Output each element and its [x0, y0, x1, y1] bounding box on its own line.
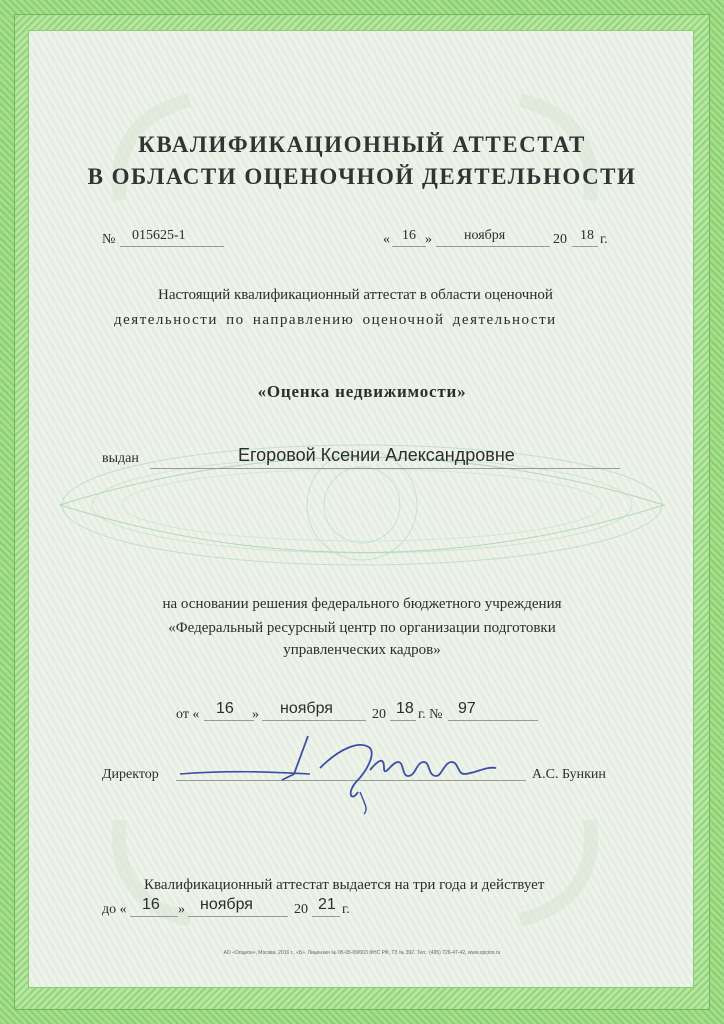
date-year-suffix: 18: [580, 228, 594, 243]
date-day-underline: [392, 246, 426, 247]
validity-day: 16: [142, 896, 160, 913]
date-year-mark: г.: [600, 232, 608, 247]
basis-line-2: «Федеральный ресурсный центр по организации подготовки: [168, 620, 556, 636]
validity-month-underline: [188, 916, 288, 917]
intro-line-1: Настоящий квалификационный аттестат в области оценочной: [158, 287, 553, 303]
number-label: №: [102, 232, 116, 247]
decision-day: 16: [216, 700, 234, 717]
basis-line-1: на основании решения федерального бюджетного учреждения: [162, 596, 562, 612]
decision-number: 97: [458, 700, 476, 717]
holder-name: Егоровой Ксении Александровне: [238, 445, 515, 465]
director-label: Директор: [102, 767, 159, 782]
decision-year-prefix: 20: [372, 707, 386, 722]
decision-year-suffix: 18: [396, 700, 414, 717]
date-year-prefix: 20: [553, 232, 567, 247]
date-year-underline: [572, 246, 598, 247]
title-line-2: В ОБЛАСТИ ОЦЕНОЧНОЙ ДЕЯТЕЛЬНОСТИ: [87, 164, 637, 189]
validity-year-underline: [312, 916, 340, 917]
number-underline: [120, 246, 224, 247]
intro-line-2: деятельности по направлению оценочной деятельности: [114, 312, 557, 328]
date-quote-open: «: [383, 232, 390, 247]
basis-line-3: управленческих кадров»: [283, 642, 441, 658]
date-quote-close: »: [425, 232, 432, 247]
validity-until-label: до «: [102, 902, 127, 917]
holder-name-underline: [150, 468, 620, 469]
title-line-1: КВАЛИФИКАЦИОННЫЙ АТТЕСТАТ: [138, 132, 586, 157]
director-signature: [170, 718, 530, 818]
decision-quote-close: »: [252, 707, 259, 722]
date-month-underline: [436, 246, 550, 247]
validity-year-prefix: 20: [294, 902, 308, 917]
printer-imprint: АО «Опцион», Москва, 2016 г., «Б». Лицензия № 05-05-09/003 ФНС РФ, ТЗ № 392. Тел.: (495) 726-47-42, www.opcion.ru: [223, 950, 501, 956]
validity-line-1: Квалификационный аттестат выдается на три года и действует: [144, 877, 545, 893]
date-month: ноября: [464, 228, 506, 243]
issued-label: выдан: [102, 451, 139, 466]
director-name: А.С. Бункин: [532, 767, 606, 782]
assessment-direction: «Оценка недвижимости»: [257, 382, 467, 401]
decision-month: ноября: [280, 700, 333, 717]
validity-month: ноября: [200, 896, 253, 913]
date-day: 16: [402, 228, 416, 243]
validity-day-underline: [130, 916, 178, 917]
decision-from-label: от «: [176, 707, 200, 722]
validity-year-mark: г.: [342, 902, 350, 917]
validity-quote-close: »: [178, 902, 185, 917]
validity-year-suffix: 21: [318, 896, 336, 913]
certificate-number: 015625-1: [132, 228, 186, 243]
decision-year-mark: г. №: [418, 707, 443, 722]
